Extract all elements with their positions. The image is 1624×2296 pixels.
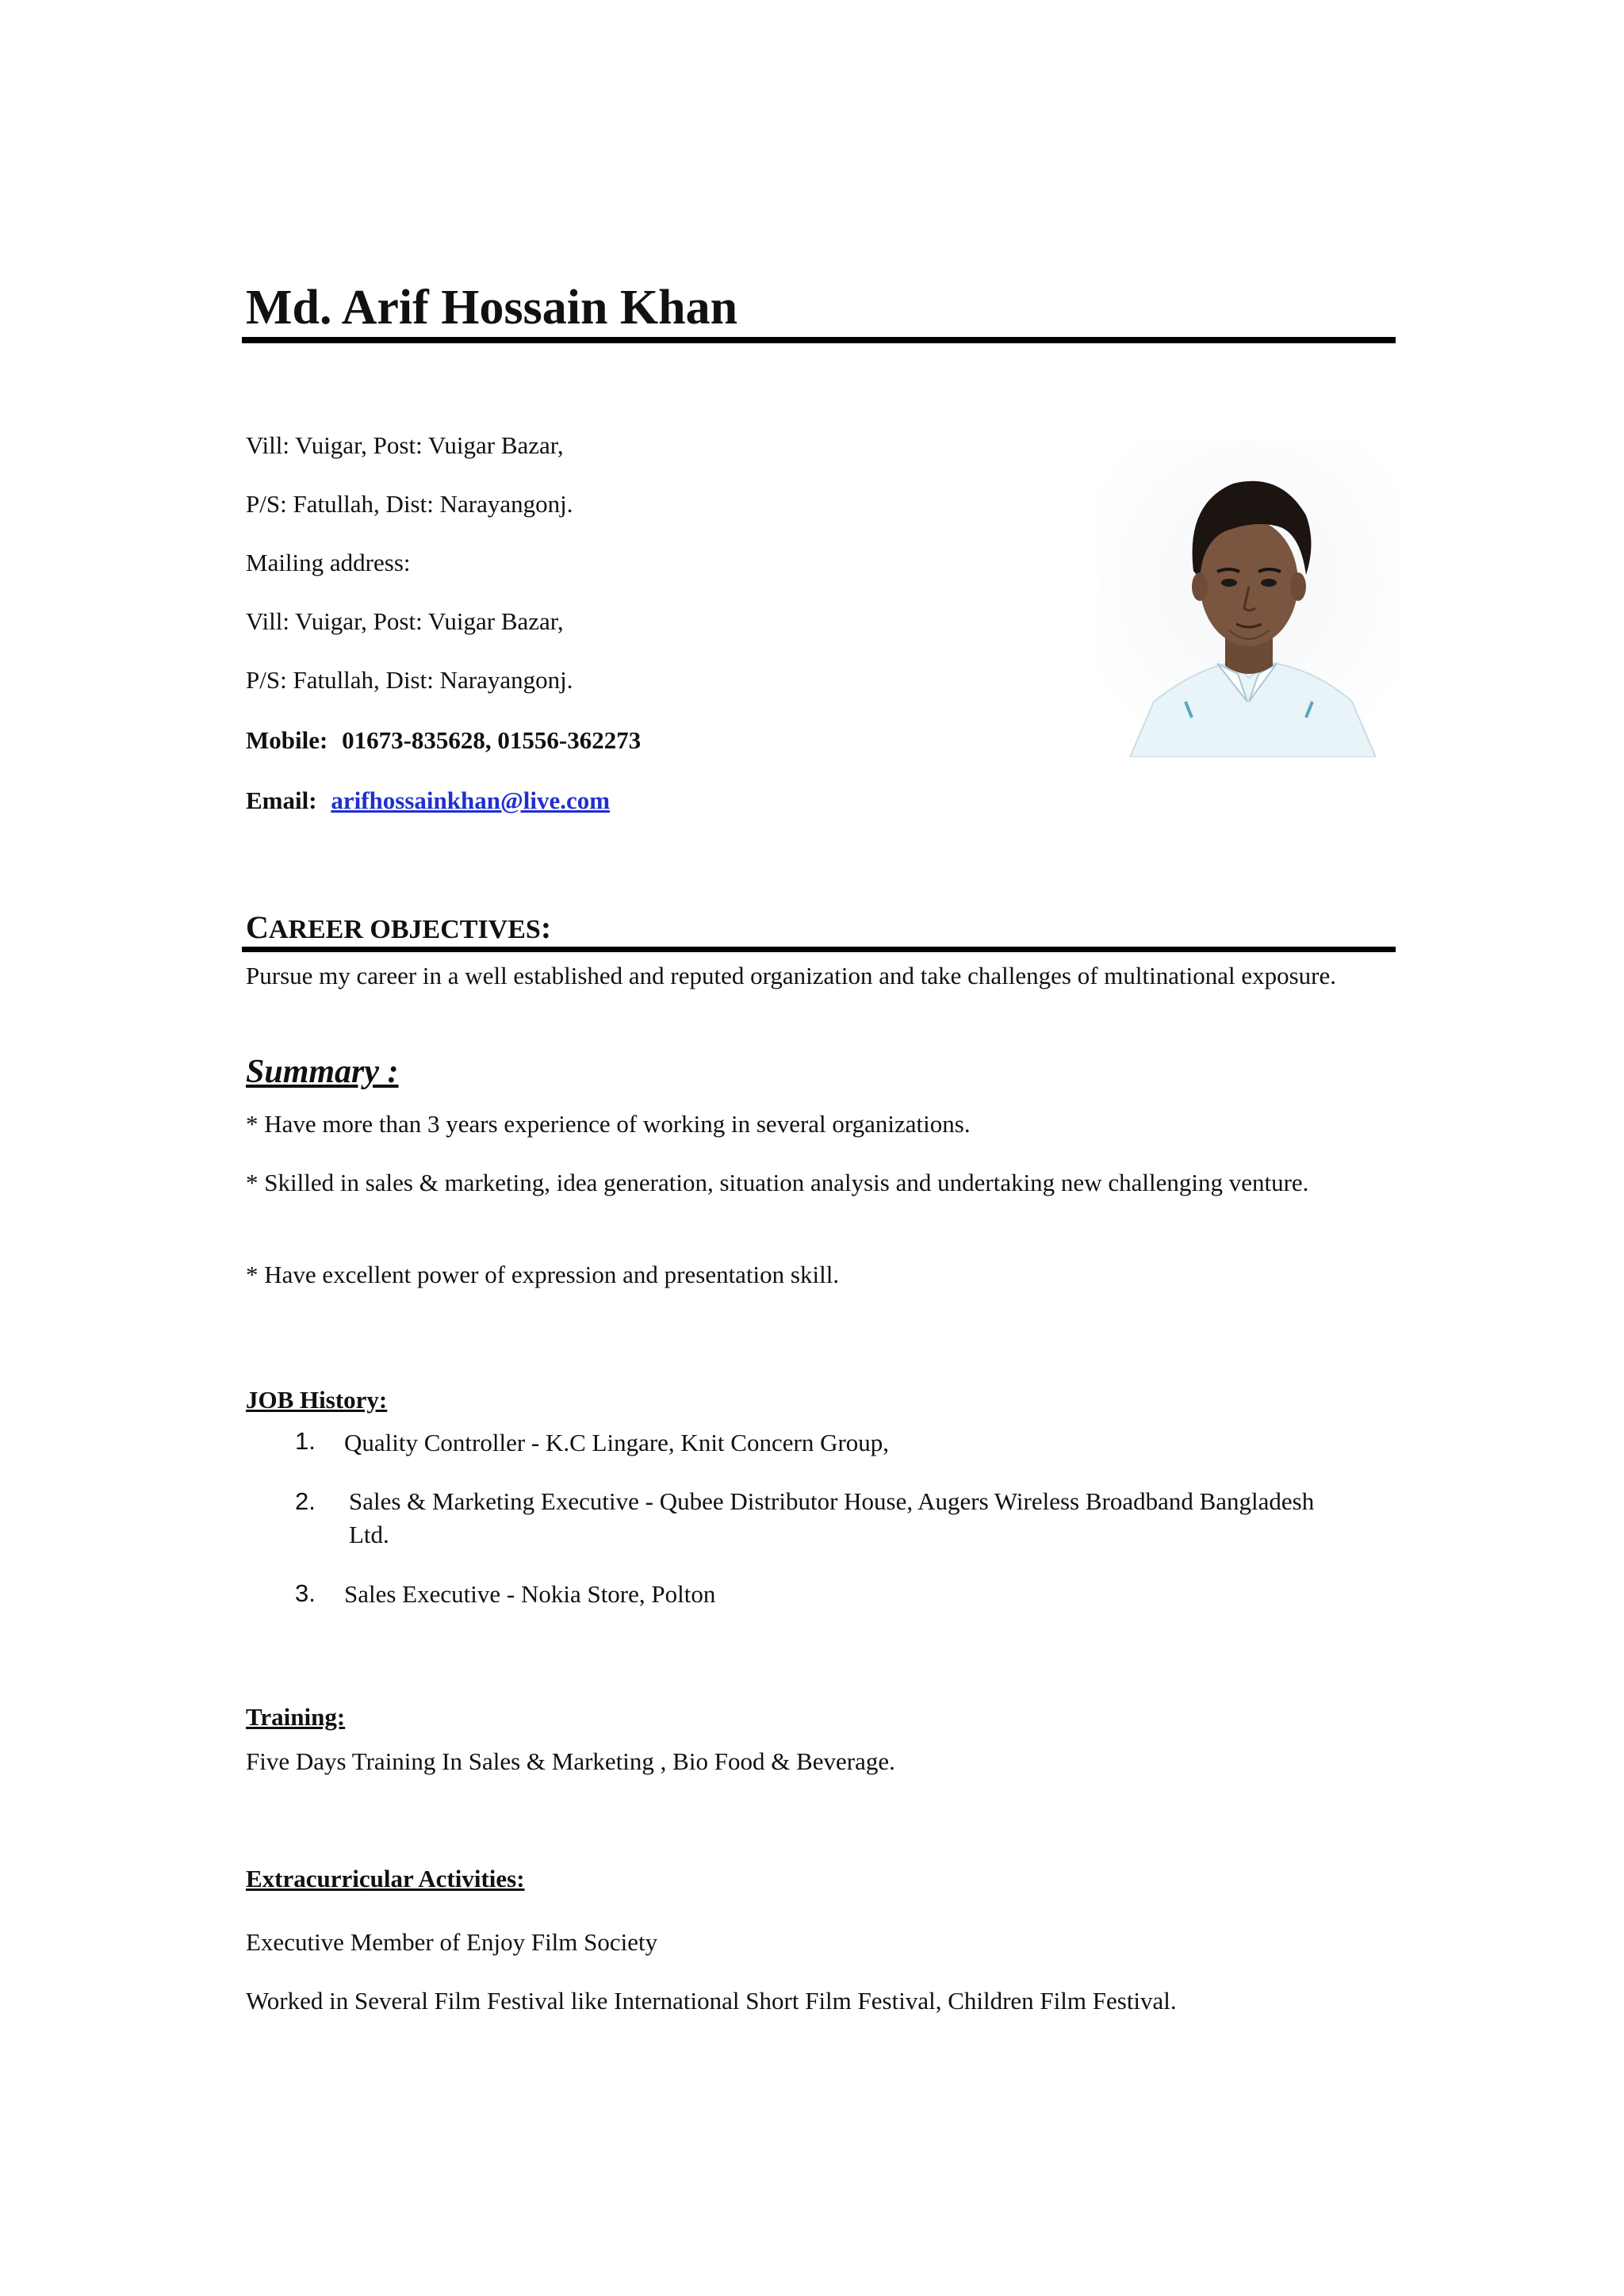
- mailing-address-line-1: Vill: Vuigar, Post: Vuigar Bazar,: [246, 607, 564, 635]
- career-objectives-heading: [246, 909, 551, 946]
- summary-item: * Have excellent power of expression and presentation skill.: [246, 1261, 840, 1288]
- summary-heading: Summary :: [246, 1054, 399, 1090]
- summary-item: * Skilled in sales & marketing, idea generation, situation analysis and undertaking new challenging venture.: [246, 1169, 1309, 1196]
- job-number: 2.: [295, 1487, 316, 1515]
- profile-photo: [1098, 440, 1400, 757]
- career-heading-colon: :: [540, 909, 552, 945]
- mailing-address-label: Mailing address:: [246, 549, 411, 576]
- email-link[interactable]: arifhossainkhan@live.com: [331, 786, 611, 814]
- email-label: Email:: [246, 786, 317, 814]
- career-heading-initial: C: [246, 909, 269, 945]
- extracurricular-item: Executive Member of Enjoy Film Society: [246, 1928, 658, 1956]
- training-text: Five Days Training In Sales & Marketing , Bio Food & Beverage.: [246, 1747, 895, 1775]
- email-row: [246, 785, 610, 817]
- mobile-value: 01673-835628, 01556-362273: [342, 726, 642, 754]
- job-item: Sales & Marketing Executive - Qubee Distributor House, Augers Wireless Broadband Bangladesh Ltd.: [349, 1487, 1315, 1548]
- job-number: 1.: [295, 1427, 316, 1455]
- job-item: Sales Executive - Nokia Store, Polton: [344, 1580, 716, 1608]
- career-objective-text: Pursue my career in a well established and reputed organization and take challenges of multinational exposure.: [246, 962, 1337, 989]
- career-heading-rest: AREER OBJECTIVES: [268, 915, 541, 944]
- summary-item: * Have more than 3 years experience of working in several organizations.: [246, 1110, 971, 1138]
- job-history-heading: JOB History:: [246, 1386, 388, 1414]
- candidate-name: Md. Arif Hossain Khan: [246, 281, 738, 335]
- mailing-address-line-2: P/S: Fatullah, Dist: Narayangonj.: [246, 666, 573, 694]
- mobile-row: [246, 725, 641, 756]
- training-heading: Training:: [246, 1703, 346, 1731]
- job-item: Quality Controller - K.C Lingare, Knit Concern Group,: [344, 1429, 890, 1456]
- address-line-2: P/S: Fatullah, Dist: Narayangonj.: [246, 490, 573, 518]
- job-number: 3.: [295, 1579, 316, 1607]
- career-underline: [242, 947, 1396, 952]
- address-line-1: Vill: Vuigar, Post: Vuigar Bazar,: [246, 431, 564, 459]
- mobile-label: Mobile:: [246, 726, 328, 754]
- name-underline: [242, 337, 1396, 343]
- extracurricular-heading: Extracurricular Activities:: [246, 1865, 525, 1892]
- extracurricular-item: Worked in Several Film Festival like International Short Film Festival, Children Film Festival.: [246, 1987, 1177, 2015]
